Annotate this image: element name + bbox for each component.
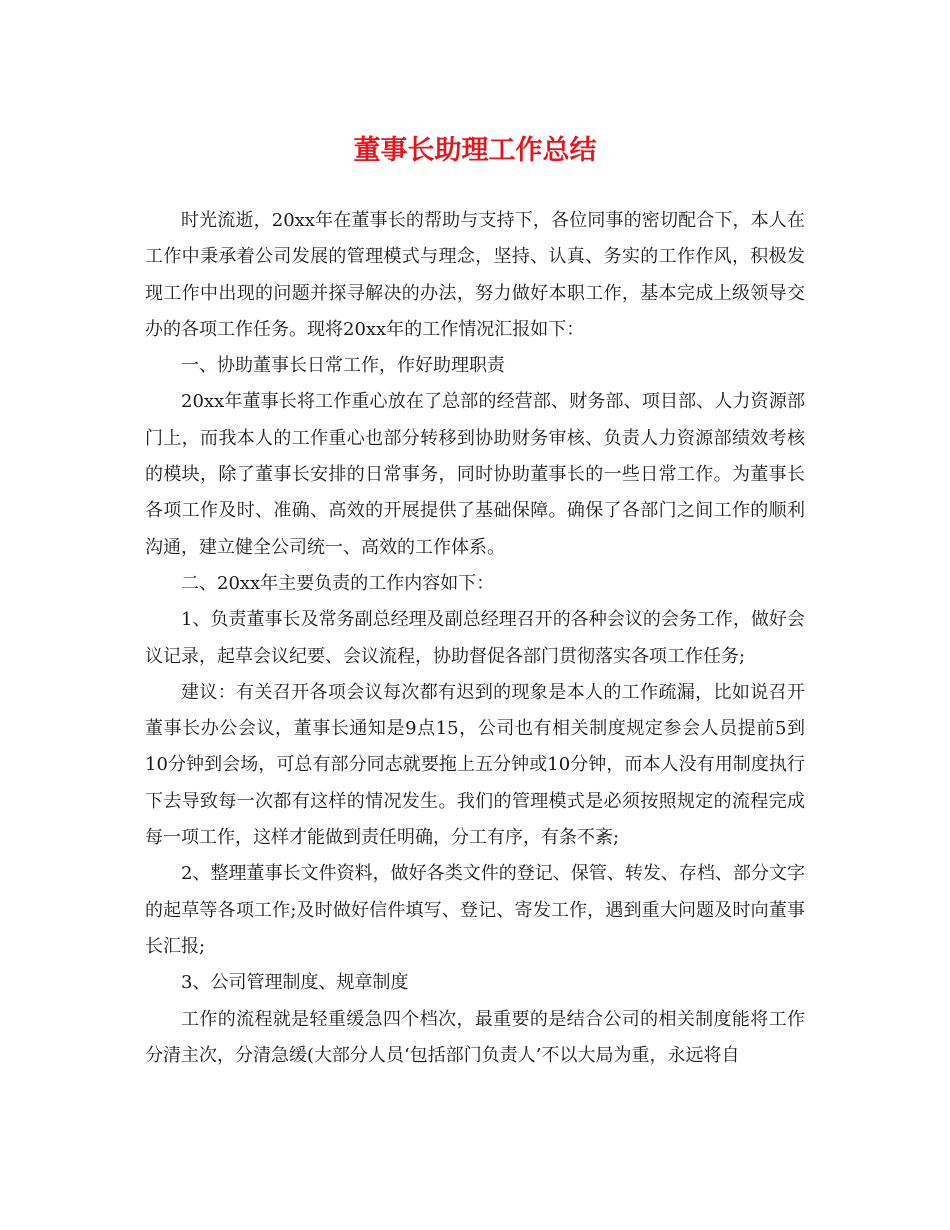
section-heading-2: 二、20xx年主要负责的工作内容如下：: [181, 572, 495, 594]
paragraph-section-1: 20xx年董事长将工作重心放在了总部的经营部、财务部、项目部、人力资源部门上，而我本人的工作重心也部分转移到协助财务审核、负责人力资源部绩效考核的模块，除了董事长安排的日常事务，同时协助董事长的一些日常工作。为董事长各项工作及时、准确、高效的开展提供了基础保障。确保了各部门之间工作的顺利沟通，建立健全公司统一、高效的工作体系。: [145, 391, 805, 558]
document-title: 董事长助理工作总结: [353, 135, 597, 166]
list-item-2: 2、整理董事长文件资料，做好各类文件的登记、保管、转发、存档、部分文字的起草等各项工作;及时做好信件填写、登记、寄发工作，遇到重大问题及时向董事长汇报;: [145, 863, 805, 957]
list-item-3: 3、公司管理制度、规章制度: [181, 972, 409, 994]
paragraph-suggestion: 建议：有关召开各项会议每次都有迟到的现象是本人的工作疏漏，比如说召开董事长办公会议，董事长通知是9点15，公司也有相关制度规定参会人员提前5到10分钟到会场，可总有部分同志就要拖上五分钟或10分钟，而本人没有用制度执行下去导致每一次都有这样的情况发生。我们的管理模式是必须按照规定的流程完成每一项工作，这样才能做到责任明确，分工有序，有条不紊;: [145, 681, 805, 849]
paragraph-workflow: 工作的流程就是轻重缓急四个档次，最重要的是结合公司的相关制度能将工作分清主次，分清急缓(大部分人员‘包括部门负责人’不以大局为重，永远将自: [145, 1008, 805, 1066]
paragraph-intro: 时光流逝，20xx年在董事长的帮助与支持下，各位同事的密切配合下，本人在工作中秉承着公司发展的管理模式与理念，坚持、认真、务实的工作作风，积极发现工作中出现的问题并探寻解决的办法，努力做好本职工作，基本完成上级领导交办的各项工作任务。现将20xx年的工作情况汇报如下：: [145, 210, 805, 340]
list-item-1: 1、负责董事长及常务副总经理及副总经理召开的各种会议的会务工作，做好会议记录，起草会议纪要、会议流程，协助督促各部门贯彻落实各项工作任务;: [145, 609, 805, 667]
section-heading-1: 一、协助董事长日常工作，作好助理职责: [181, 355, 505, 377]
document-body: [145, 203, 805, 1074]
